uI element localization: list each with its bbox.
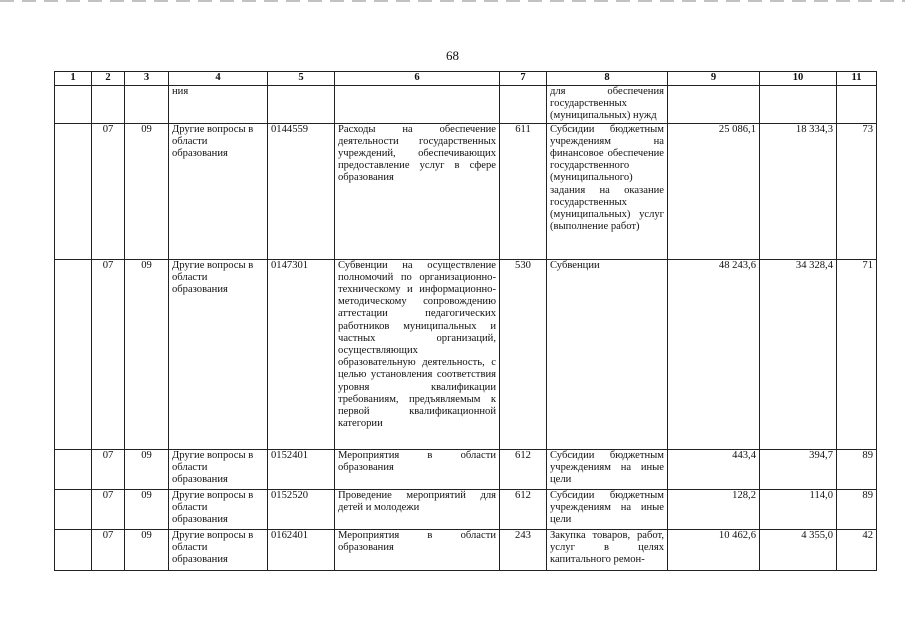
cell-target-name: Расходы на обеспечение деятельности государственных учреждений, обеспечивающих предоставление услуг в сфере образования: [335, 123, 500, 259]
cell-expense-name: Субсидии бюджетным учреждениям на финансовое обеспечение государственного (муниципального) задания на оказание государственных (муниципальных) услуг (выполнение работ): [547, 123, 668, 259]
cell-target-code: 0144559: [268, 123, 335, 259]
cell-target-code: 0162401: [268, 529, 335, 570]
table-row: [55, 123, 877, 259]
col-header: 4: [169, 72, 268, 86]
col-header: 9: [668, 72, 760, 86]
cell-plan: 443,4: [668, 449, 760, 489]
cell-section-name: Другие вопросы в области образования: [169, 449, 268, 489]
cell-col1: [55, 123, 92, 259]
cell-col1: [55, 449, 92, 489]
col-header: 10: [760, 72, 837, 86]
cell-target-name: [335, 86, 500, 124]
cell-expense-name: Субсидии бюджетным учреждениям на иные цели: [547, 449, 668, 489]
cell-expense-name: Субвенции: [547, 259, 668, 449]
cell-section: [92, 86, 125, 124]
cell-target-name: Проведение мероприятий для детей и молодежи: [335, 489, 500, 529]
cell-col1: [55, 489, 92, 529]
cell-col1: [55, 86, 92, 124]
cell-expense-name: для обеспечения государственных (муниципальных) нужд: [547, 86, 668, 124]
scan-edge: [0, 0, 905, 2]
table-row: [55, 259, 877, 449]
table-row: [55, 449, 877, 489]
cell-actual: 18 334,3: [760, 123, 837, 259]
cell-target-name: Мероприятия в области образования: [335, 529, 500, 570]
header-row: [55, 72, 877, 86]
cell-expense-type: [500, 86, 547, 124]
cell-plan: 10 462,6: [668, 529, 760, 570]
cell-plan: [668, 86, 760, 124]
cell-target-code: 0152520: [268, 489, 335, 529]
cell-actual: 394,7: [760, 449, 837, 489]
cell-col1: [55, 529, 92, 570]
cell-plan: 25 086,1: [668, 123, 760, 259]
cell-expense-type: 612: [500, 449, 547, 489]
cell-section-name: Другие вопросы в области образования: [169, 489, 268, 529]
page-number: 68: [446, 48, 459, 63]
cell-expense-type: 612: [500, 489, 547, 529]
budget-table: [54, 71, 877, 571]
cell-expense-type: 243: [500, 529, 547, 570]
cell-subsection: 09: [125, 489, 169, 529]
cell-percent: 89: [837, 449, 877, 489]
cell-target-name: Субвенции на осуществление полномочий по организационно-техническому и информационно-методическому сопровождению аттестации педагогических работников муниципальных и частных организаций, осуществляющих образовательную деятельность, с целью установления соответствия уровня квалификации требованиям, предъявляемым к первой квалификационной категории: [335, 259, 500, 449]
cell-section: 07: [92, 449, 125, 489]
cell-section: 07: [92, 123, 125, 259]
cell-col1: [55, 259, 92, 449]
cell-target-code: 0152401: [268, 449, 335, 489]
cell-plan: 128,2: [668, 489, 760, 529]
cell-expense-type: 530: [500, 259, 547, 449]
cell-actual: 114,0: [760, 489, 837, 529]
cell-plan: 48 243,6: [668, 259, 760, 449]
cell-subsection: 09: [125, 529, 169, 570]
cell-actual: 34 328,4: [760, 259, 837, 449]
cell-section: 07: [92, 529, 125, 570]
col-header: 11: [837, 72, 877, 86]
cell-expense-type: 611: [500, 123, 547, 259]
cell-percent: 42: [837, 529, 877, 570]
cell-section: 07: [92, 489, 125, 529]
cell-target-code: 0147301: [268, 259, 335, 449]
cell-target-name: Мероприятия в области образования: [335, 449, 500, 489]
cell-expense-name: Субсидии бюджетным учреждениям на иные цели: [547, 489, 668, 529]
cell-section: 07: [92, 259, 125, 449]
cell-percent: [837, 86, 877, 124]
col-header: 3: [125, 72, 169, 86]
cell-percent: 71: [837, 259, 877, 449]
cell-actual: [760, 86, 837, 124]
col-header: 5: [268, 72, 335, 86]
cell-section-name: ния: [169, 86, 268, 124]
cell-actual: 4 355,0: [760, 529, 837, 570]
cell-section-name: Другие вопросы в области образования: [169, 529, 268, 570]
cell-expense-name: Закупка товаров, работ, услуг в целях капитального ремон-: [547, 529, 668, 570]
col-header: 7: [500, 72, 547, 86]
cell-section-name: Другие вопросы в области образования: [169, 123, 268, 259]
cell-subsection: 09: [125, 123, 169, 259]
col-header: 8: [547, 72, 668, 86]
cell-subsection: [125, 86, 169, 124]
cell-subsection: 09: [125, 449, 169, 489]
col-header: 1: [55, 72, 92, 86]
cell-percent: 73: [837, 123, 877, 259]
col-header: 2: [92, 72, 125, 86]
cell-section-name: Другие вопросы в области образования: [169, 259, 268, 449]
table-row: [55, 86, 877, 124]
cell-percent: 89: [837, 489, 877, 529]
cell-target-code: [268, 86, 335, 124]
col-header: 6: [335, 72, 500, 86]
table-row: [55, 489, 877, 529]
table-row: [55, 529, 877, 570]
cell-subsection: 09: [125, 259, 169, 449]
